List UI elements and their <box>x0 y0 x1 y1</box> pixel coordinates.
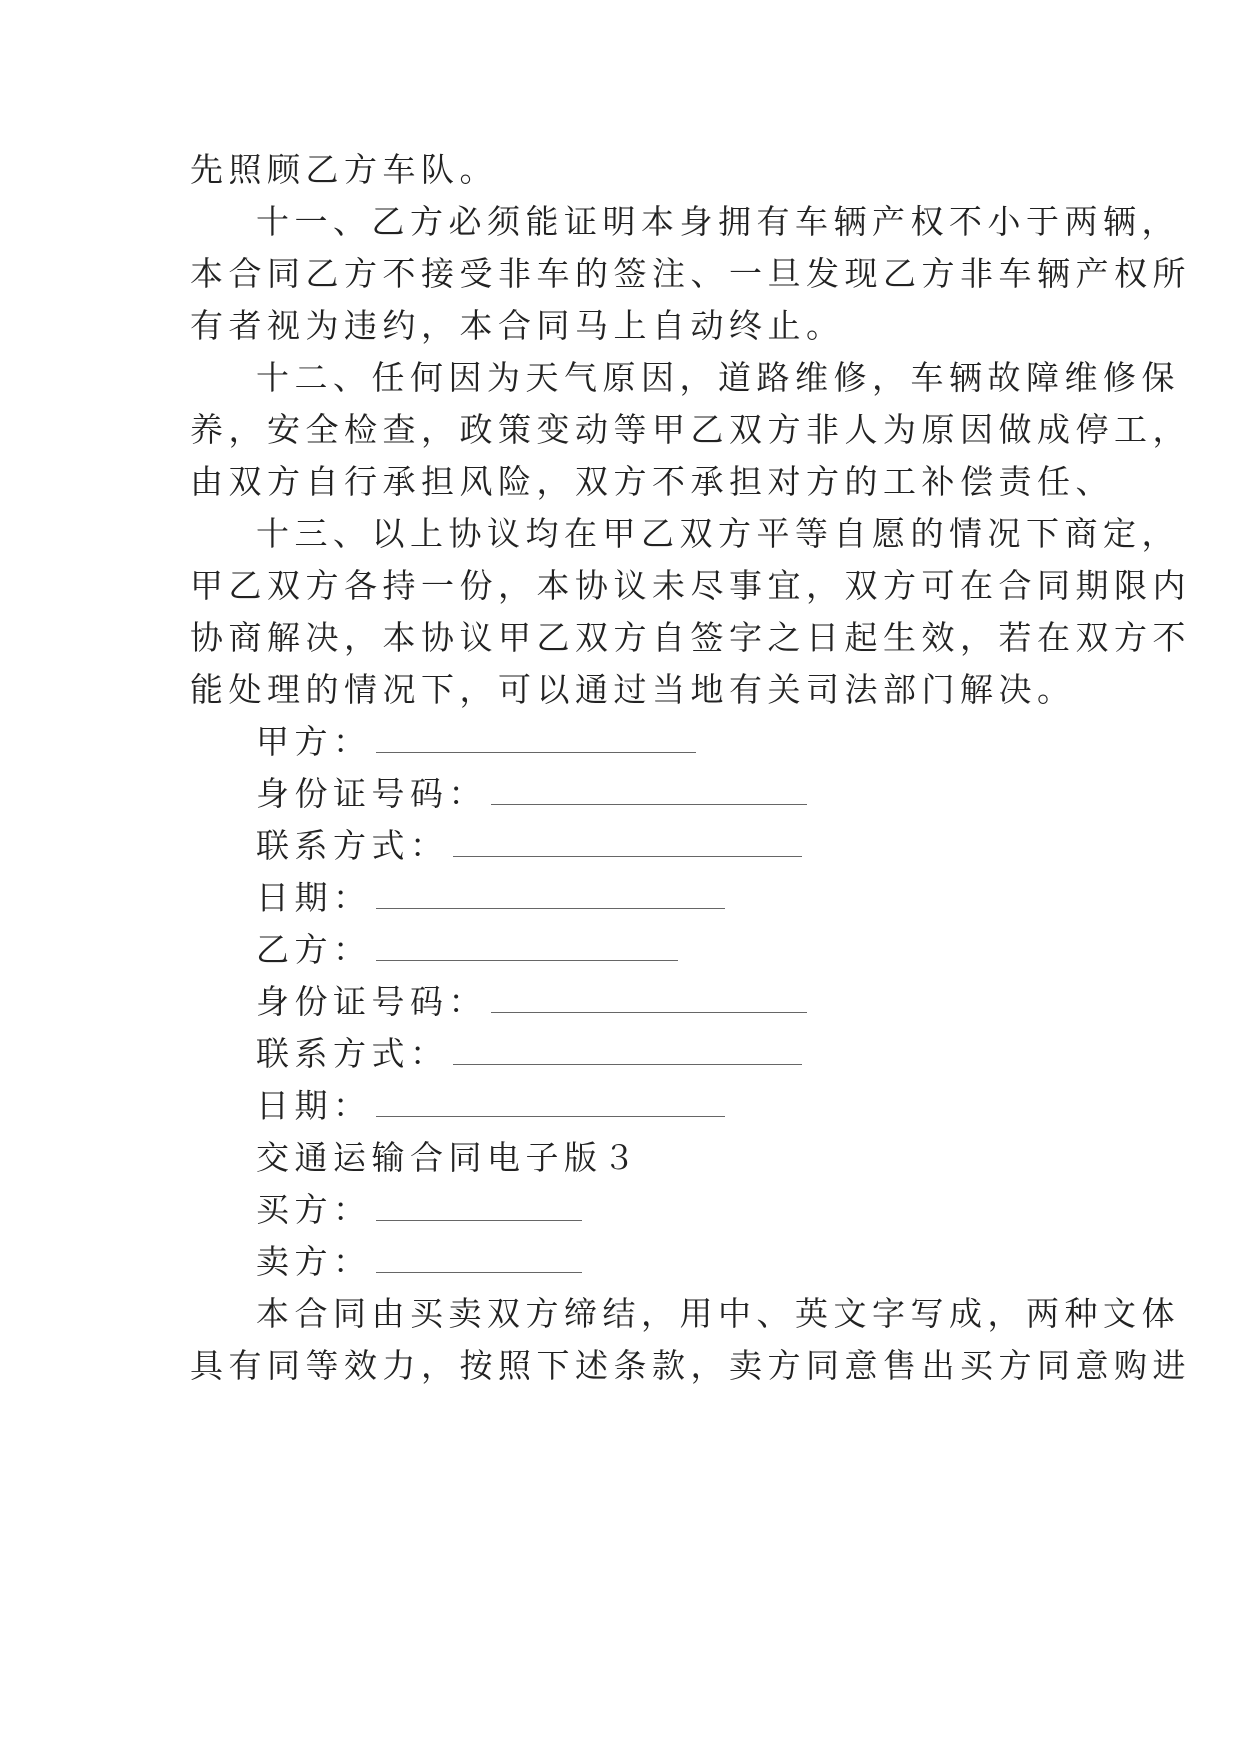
field-label: 买方： <box>256 1190 372 1229</box>
blank-line[interactable] <box>376 730 696 753</box>
clause-13-line-2: 甲乙双方各持一份，本协议未尽事宜，双方可在合同期限内 <box>190 566 1191 605</box>
signature-field-party-a <box>256 722 696 762</box>
blank-line[interactable] <box>491 782 807 805</box>
blank-line[interactable] <box>376 938 678 961</box>
seller-field <box>256 1242 582 1282</box>
field-label: 日期： <box>256 1086 372 1125</box>
buyer-field <box>256 1190 582 1230</box>
clause-12-line-2: 养，安全检查，政策变动等甲乙双方非人为原因做成停工， <box>190 410 1191 449</box>
field-label: 甲方： <box>256 722 372 761</box>
field-label: 乙方： <box>256 930 372 969</box>
signature-field-id-number-b <box>256 982 807 1022</box>
section-title: 交通运输合同电子版３ <box>256 1138 641 1177</box>
blank-line[interactable] <box>376 1094 725 1117</box>
clause-13-line-4: 能处理的情况下，可以通过当地有关司法部门解决。 <box>190 670 1076 709</box>
field-label: 联系方式： <box>256 1034 449 1073</box>
signature-field-party-b <box>256 930 678 970</box>
signature-field-date-b <box>256 1086 725 1126</box>
clause-13-line-3: 协商解决，本协议甲乙双方自签字之日起生效，若在双方不 <box>190 618 1191 657</box>
blank-line[interactable] <box>453 834 802 857</box>
field-label: 日期： <box>256 878 372 917</box>
clause-13-line-1: 十三、以上协议均在甲乙双方平等自愿的情况下商定， <box>256 514 1180 553</box>
signature-field-date-a <box>256 878 725 918</box>
field-label: 身份证号码： <box>256 982 487 1021</box>
clause-11-line-1: 十一、乙方必须能证明本身拥有车辆产权不小于两辆， <box>256 202 1180 241</box>
clause-11-line-3: 有者视为违约，本合同马上自动终止。 <box>190 306 845 345</box>
blank-line[interactable] <box>376 1198 582 1221</box>
blank-line[interactable] <box>376 1250 582 1273</box>
blank-line[interactable] <box>376 886 725 909</box>
closing-paragraph-line-2: 具有同等效力，按照下述条款，卖方同意售出买方同意购进 <box>190 1346 1191 1385</box>
clause-11-line-2: 本合同乙方不接受非车的签注、一旦发现乙方非车辆产权所 <box>190 254 1191 293</box>
signature-field-contact-b <box>256 1034 802 1074</box>
signature-field-contact-a <box>256 826 802 866</box>
field-label: 联系方式： <box>256 826 449 865</box>
field-label: 卖方： <box>256 1242 372 1281</box>
clause-12-line-3: 由双方自行承担风险，双方不承担对方的工补偿责任、 <box>190 462 1114 501</box>
clause-12-line-1: 十二、任何因为天气原因，道路维修，车辆故障维修保 <box>256 358 1180 397</box>
blank-line[interactable] <box>453 1042 802 1065</box>
field-label: 身份证号码： <box>256 774 487 813</box>
signature-field-id-number-a <box>256 774 807 814</box>
closing-paragraph-line-1: 本合同由买卖双方缔结，用中、英文字写成，两种文体 <box>256 1294 1180 1333</box>
paragraph-line: 先照顾乙方车队。 <box>190 150 498 189</box>
blank-line[interactable] <box>491 990 807 1013</box>
